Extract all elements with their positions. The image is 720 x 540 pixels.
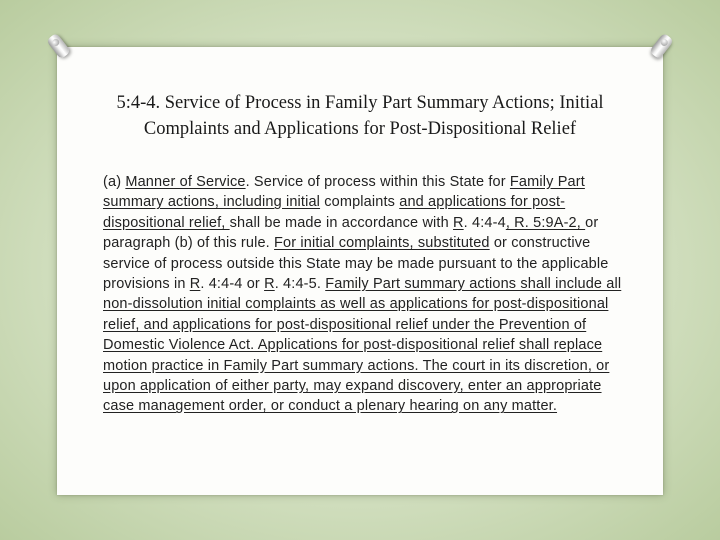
body-segment: . Service of process within this State for: [245, 174, 510, 190]
body-segment: or paragraph (b) of this rule.: [103, 214, 599, 252]
underlined-amendment: , R. 5:9A-2,: [505, 214, 586, 231]
rule-citation: R: [264, 276, 275, 293]
slide-title: [60, 90, 660, 142]
body-segment: . 4:4-5.: [274, 276, 326, 293]
underlined-amendment: Family Part summary actions, including initial: [103, 174, 585, 211]
body-segment: complaints: [320, 194, 400, 211]
body-segment: . 4:4-4: [463, 214, 506, 231]
rule-paragraph: [103, 172, 628, 417]
underlined-amendment: For initial complaints, substituted: [274, 235, 490, 252]
underlined-heading: Manner of Service: [125, 174, 246, 190]
title-line-2: Complaints and Applications for Post-Dispositional Relief: [143, 119, 577, 139]
body-segment: . 4:4-4 or: [200, 276, 265, 293]
title-line-1: 5:4-4. Service of Process in Family Part Summary Actions; Initial: [116, 93, 604, 113]
body-segment: or constructive service of process outside this State may be made pursuant to the applicable provisions in: [103, 235, 609, 293]
body-segment: (a): [103, 174, 126, 190]
rule-citation: R: [453, 214, 464, 231]
body-segment: shall be made in accordance with: [229, 214, 454, 231]
underlined-amendment: and applications for post-dispositional relief,: [103, 194, 566, 231]
underlined-amendment: Family Part summary actions shall include all non-dissolution initial complaints as well as applications for post-dispositional relief, and applications for post-dispositional relief under the Prevention of Domestic Violence Act. Applications for post-dispositional relief shall replace motion practice in Family Part summary actions. The court in its discretion, or upon application of either party, may expand discovery, enter an appropriate case management order, or conduct a plenary hearing on any matter.: [103, 276, 622, 415]
rule-citation: R: [189, 276, 201, 293]
